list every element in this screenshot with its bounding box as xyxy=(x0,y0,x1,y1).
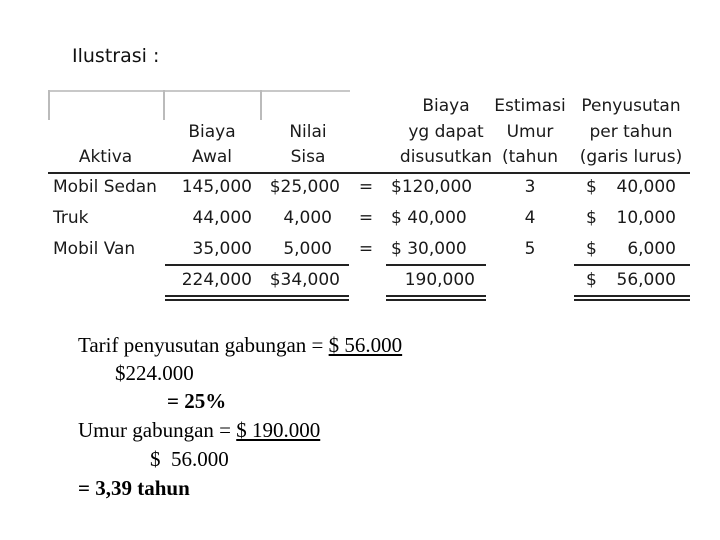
umur-result: = 3,39 tahun xyxy=(78,476,190,500)
row-umur: 4 xyxy=(524,208,536,228)
umur-line xyxy=(78,418,320,443)
tarif-numerator: $ 56.000 xyxy=(328,333,403,357)
row-nilai-sisa: $25,000 xyxy=(269,177,340,197)
double-underline xyxy=(386,299,486,301)
row-aktiva: Mobil Sedan xyxy=(53,177,157,197)
row-penyusutan: 40,000 xyxy=(616,177,676,197)
header-nilai-sisa-2: Sisa xyxy=(290,147,326,167)
row-aktiva: Truk xyxy=(53,208,89,228)
total-biaya-awal: 224,000 xyxy=(181,270,252,290)
row-penyusutan: 6,000 xyxy=(627,239,676,259)
subtotal-line xyxy=(386,264,486,266)
double-underline xyxy=(574,299,690,301)
header-penyusutan-3: (garis lurus) xyxy=(579,147,683,167)
umur-denominator: $ 56.000 xyxy=(150,447,229,471)
grid-line xyxy=(163,90,165,120)
header-nilai-sisa-1: Nilai xyxy=(289,122,327,142)
header-umur-3: (tahun xyxy=(501,147,559,167)
total-dollar: $ xyxy=(586,270,597,290)
total-disusutkan: 190,000 xyxy=(404,270,475,290)
tarif-denominator: $224.000 xyxy=(115,361,194,385)
row-dollar: $ xyxy=(586,177,597,197)
header-disusutkan-3: disusutkan xyxy=(399,147,493,167)
tarif-result: = 25% xyxy=(167,389,227,413)
table-top-border xyxy=(48,90,350,92)
depreciation-table xyxy=(48,90,690,304)
row-penyusutan: 10,000 xyxy=(616,208,676,228)
row-biaya-awal: 35,000 xyxy=(192,239,252,259)
row-disusutkan: $ 40,000 xyxy=(391,208,467,228)
row-dollar: $ xyxy=(586,239,597,259)
subtotal-line xyxy=(165,264,349,266)
double-underline xyxy=(165,299,349,301)
row-equals: = xyxy=(358,239,374,259)
header-biaya-awal-1: Biaya xyxy=(188,122,236,142)
page-heading: Ilustrasi : xyxy=(72,45,160,67)
row-umur: 3 xyxy=(524,177,536,197)
row-biaya-awal: 44,000 xyxy=(192,208,252,228)
header-penyusutan-1: Penyusutan xyxy=(581,96,681,116)
row-nilai-sisa: 5,000 xyxy=(283,239,332,259)
row-equals: = xyxy=(358,177,374,197)
double-underline xyxy=(165,295,349,297)
header-aktiva: Aktiva xyxy=(78,147,133,167)
header-penyusutan-2: per tahun xyxy=(589,122,673,142)
umur-label: Umur gabungan = xyxy=(78,418,237,442)
row-equals: = xyxy=(358,208,374,228)
double-underline xyxy=(386,295,486,297)
header-umur-1: Estimasi xyxy=(494,96,566,116)
row-disusutkan: $120,000 xyxy=(391,177,473,197)
row-umur: 5 xyxy=(524,239,536,259)
header-biaya-awal-2: Awal xyxy=(192,147,232,167)
row-nilai-sisa: 4,000 xyxy=(283,208,332,228)
total-penyusutan: 56,000 xyxy=(616,270,676,290)
tarif-line xyxy=(78,333,402,358)
tarif-label: Tarif penyusutan gabungan = xyxy=(78,333,329,357)
row-biaya-awal: 145,000 xyxy=(181,177,252,197)
total-nilai-sisa: $34,000 xyxy=(269,270,340,290)
grid-line xyxy=(260,90,262,120)
header-disusutkan-2: yg dapat xyxy=(408,122,484,142)
row-dollar: $ xyxy=(586,208,597,228)
row-disusutkan: $ 30,000 xyxy=(391,239,467,259)
double-underline xyxy=(574,295,690,297)
grid-line xyxy=(48,90,50,120)
subtotal-line xyxy=(574,264,690,266)
row-aktiva: Mobil Van xyxy=(53,239,136,259)
umur-numerator: $ 190.000 xyxy=(236,418,321,442)
header-disusutkan-1: Biaya xyxy=(422,96,470,116)
header-umur-2: Umur xyxy=(506,122,554,142)
